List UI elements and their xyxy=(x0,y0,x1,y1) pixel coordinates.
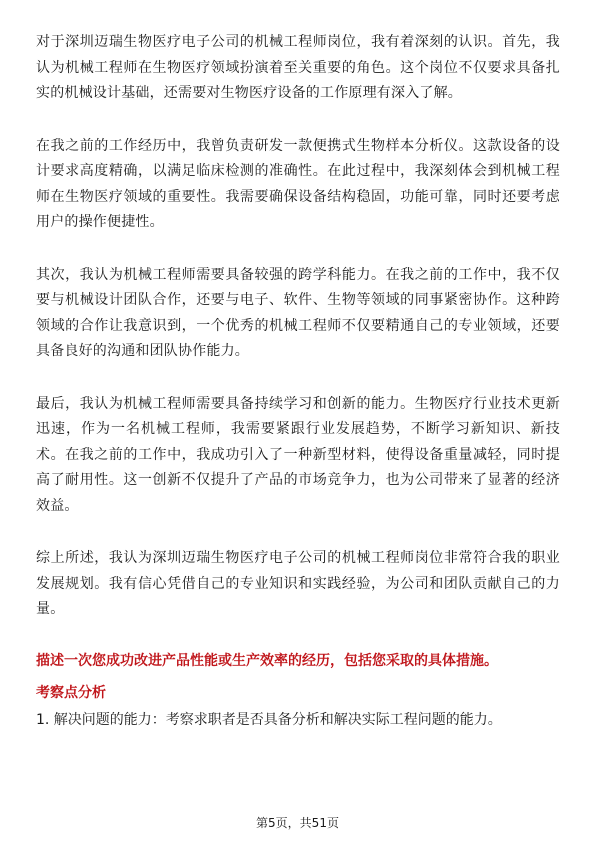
interview-question: 描述一次您成功改进产品性能或生产效率的经历，包括您采取的具体措施。 xyxy=(36,652,498,669)
analysis-point-1: 1. 解决问题的能力：考察求职者是否具备分析和解决实际工程问题的能力。 xyxy=(36,711,502,728)
answer-paragraph-3: 其次，我认为机械工程师需要具备较强的跨学科能力。在我之前的工作中，我不仅要与机械设计团队合作，还要与电子、软件、生物等领域的同事紧密协作。这种跨领域的合作让我意识到，一个优秀的机械工程师不仅要精通自己的专业领域，还要具备良好的沟通和团队协作能力。 xyxy=(36,266,560,359)
answer-paragraph-4: 最后，我认为机械工程师需要具备持续学习和创新的能力。生物医疗行业技术更新迅速，作为一名机械工程师，我需要紧跟行业发展趋势，不断学习新知识、新技术。在我之前的工作中，我成功引入了一种新型材料，使得设备重量减轻，同时提高了耐用性。这一创新不仅提升了产品的市场竞争力，也为公司带来了显著的经济效益。 xyxy=(36,395,560,514)
page-number: 第5页，共51页 xyxy=(256,816,339,830)
answer-paragraph-5: 综上所述，我认为深圳迈瑞生物医疗电子公司的机械工程师岗位非常符合我的职业发展规划。我有信心凭借自己的专业知识和实践经验，为公司和团队贡献自己的力量。 xyxy=(36,550,560,617)
answer-paragraph-2: 在我之前的工作经历中，我曾负责研发一款便携式生物样本分析仪。这款设备的设计要求高度精确，以满足临床检测的准确性。在此过程中，我深刻体会到机械工程师在生物医疗领域的重要性。我需要确保设备结构稳固，功能可靠，同时还要考虑用户的操作便捷性。 xyxy=(36,137,560,230)
document-body xyxy=(36,30,560,731)
answer-paragraph-1: 对于深圳迈瑞生物医疗电子公司的机械工程师岗位，我有着深刻的认识。首先，我认为机械工程师在生物医疗领域扮演着至关重要的角色。这个岗位不仅要求具备扎实的机械设计基础，还需要对生物医疗设备的工作原理有深入了解。 xyxy=(36,34,560,101)
analysis-title: 考察点分析 xyxy=(36,684,106,701)
